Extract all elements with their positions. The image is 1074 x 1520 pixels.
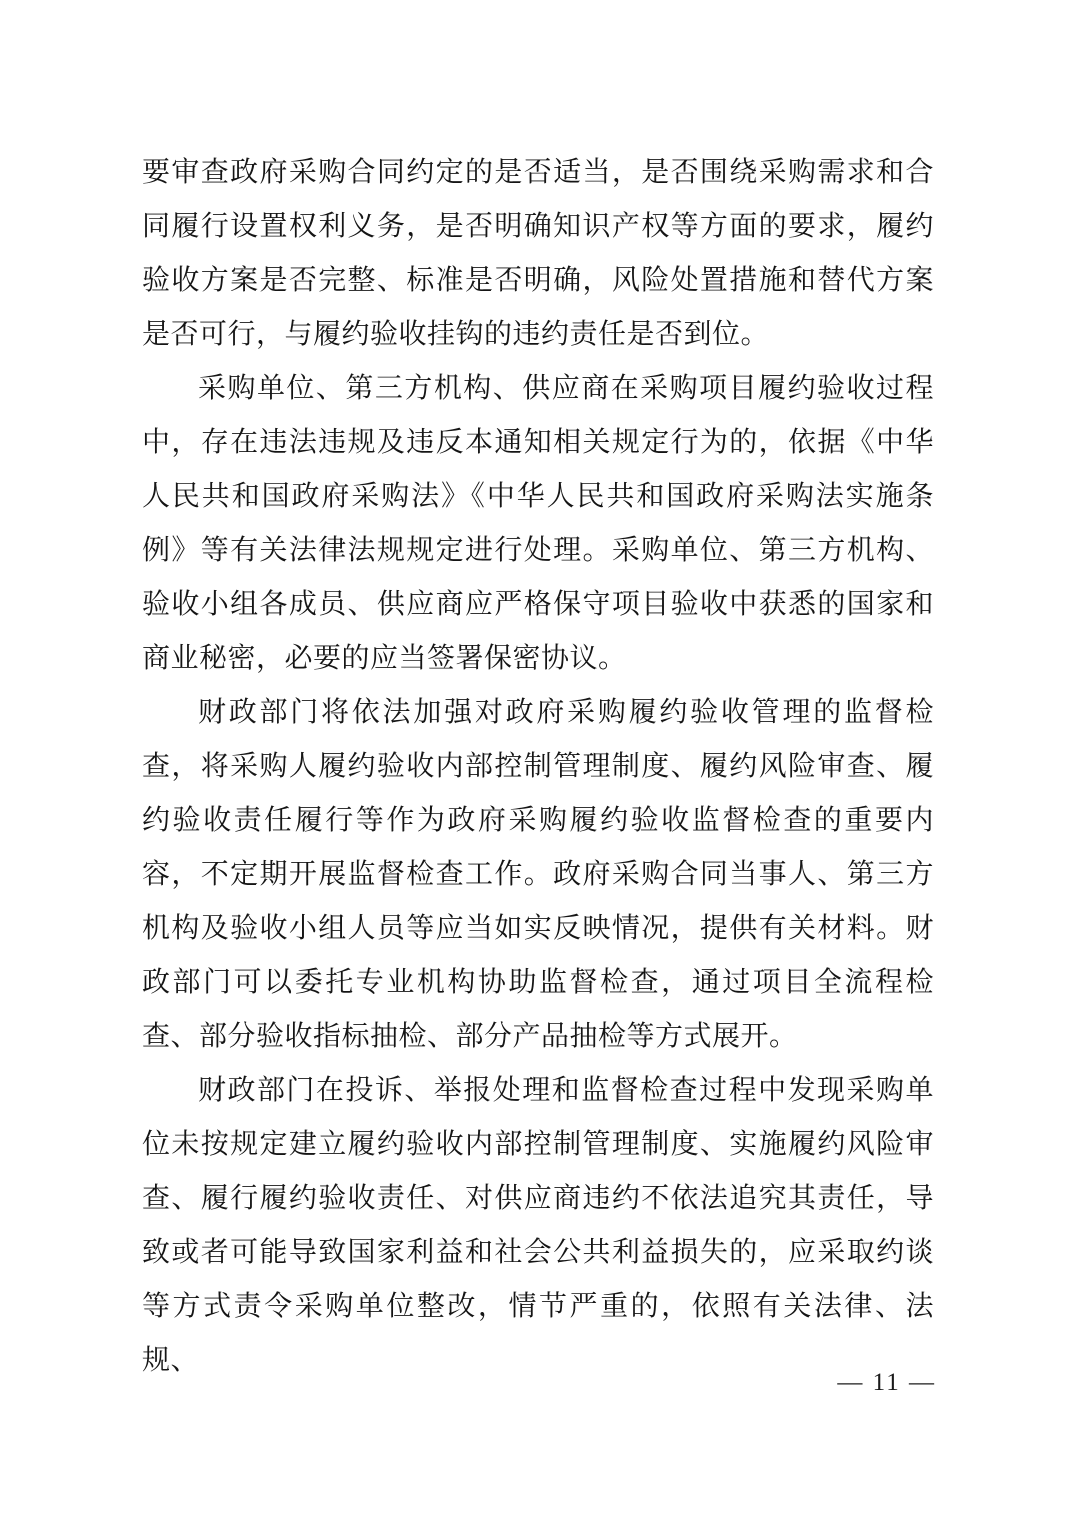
document-body: [142, 146, 934, 1388]
paragraph: 财政部门在投诉、举报处理和监督检查过程中发现采购单位未按规定建立履约验收内部控制管理制度、实施履约风险审查、履行履约验收责任、对供应商违约不依法追究其责任，导致或者可能导致国家利益和社会公共利益损失的，应采取约谈等方式责令采购单位整改，情节严重的，依照有关法律、法规、: [142, 1075, 934, 1376]
paragraph: 财政部门将依法加强对政府采购履约验收管理的监督检查，将采购人履约验收内部控制管理制度、履约风险审查、履约验收责任履行等作为政府采购履约验收监督检查的重要内容，不定期开展监督检查工作。政府采购合同当事人、第三方机构及验收小组人员等应当如实反映情况，提供有关材料。财政部门可以委托专业机构协助监督检查，通过项目全流程检查、部分验收指标抽检、部分产品抽检等方式展开。: [142, 697, 934, 1052]
page-number: — 11 —: [837, 1369, 936, 1396]
paragraph: 采购单位、第三方机构、供应商在采购项目履约验收过程中，存在违法违规及违反本通知相关规定行为的，依据《中华人民共和国政府采购法》《中华人民共和国政府采购法实施条例》等有关法律法规规定进行处理。采购单位、第三方机构、验收小组各成员、供应商应严格保守项目验收中获悉的国家和商业秘密，必要的应当签署保密协议。: [142, 373, 934, 674]
paragraph-continued: 要审查政府采购合同约定的是否适当，是否围绕采购需求和合同履行设置权利义务，是否明确知识产权等方面的要求，履约验收方案是否完整、标准是否明确，风险处置措施和替代方案是否可行，与履约验收挂钩的违约责任是否到位。: [142, 157, 934, 350]
